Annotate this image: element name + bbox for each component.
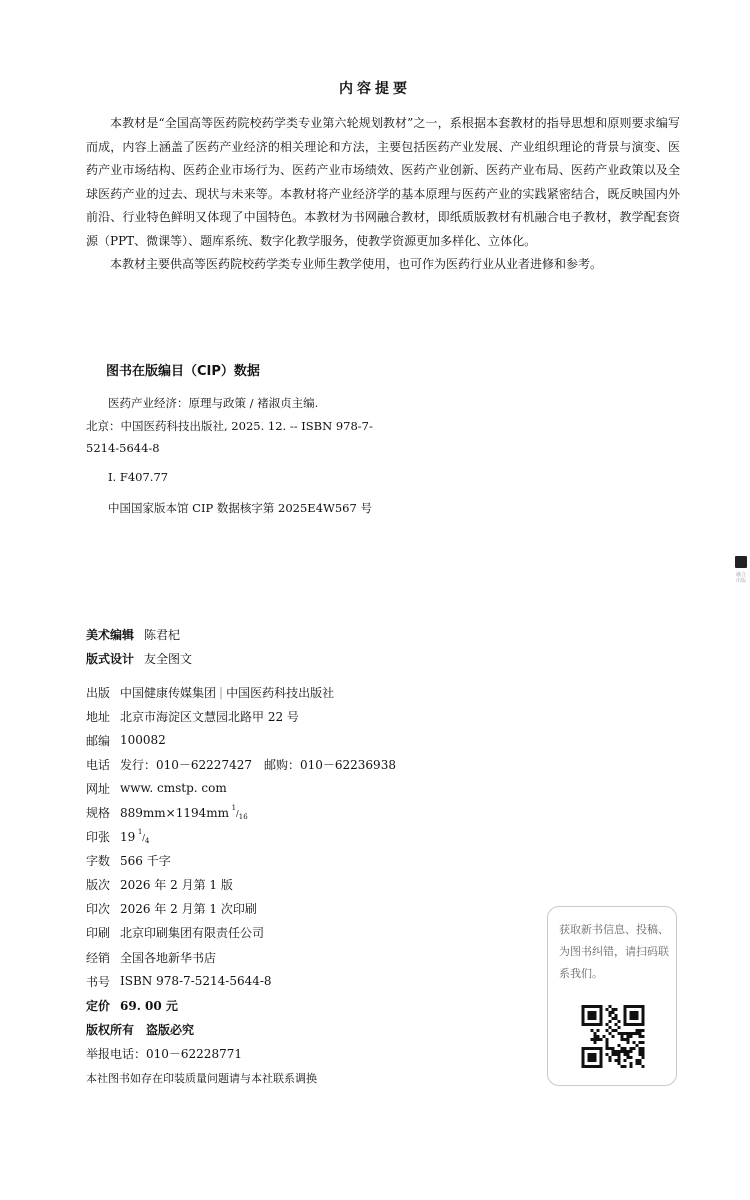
imprint-info bbox=[86, 680, 396, 1090]
distributor-row: 经销 全国各地新华书店 bbox=[86, 950, 217, 965]
address-row: 地址 北京市海淀区文慧园北路甲 22 号 bbox=[86, 709, 299, 724]
cip-record-number: 中国国家版本馆 CIP 数据核字第 2025E4W567 号 bbox=[108, 501, 372, 515]
edition-row: 版次 2026 年 2 月第 1 版 bbox=[86, 878, 233, 893]
postcode-row: 邮编 100082 bbox=[86, 733, 166, 748]
qr-card-text: 获取新书信息、投稿、为图书纠错，请扫码联系我们。 bbox=[559, 923, 669, 980]
phone-row: 电话 发行：010－62227427 邮购：010－62236938 bbox=[86, 757, 396, 772]
publisher-row: 出版 中国健康传媒集团 | 中国医药科技出版社 bbox=[86, 685, 335, 700]
format-row: 规格 889mm×1194mm $^1/_{16}$ bbox=[86, 804, 248, 822]
cip-heading: 图书在版编目（CIP）数据 bbox=[106, 364, 260, 379]
qr-contact-card bbox=[547, 906, 677, 1086]
sheets-row: 印张 19 $^1/_4$ bbox=[86, 828, 150, 846]
divider: | bbox=[219, 685, 224, 700]
editors-credits bbox=[86, 623, 192, 671]
summary-title: 内容提要 bbox=[339, 81, 411, 97]
side-publishing-mark bbox=[734, 556, 748, 584]
summary-paragraph-2: 本教材主要供高等医药院校药学类专业师生教学使用，也可作为医药行业从业者进修和参考。 bbox=[110, 257, 603, 271]
report-phone-row: 举报电话：010－62228771 bbox=[86, 1046, 242, 1061]
quality-notice: 本社图书如存在印装质量问题请与本社联系调换 bbox=[86, 1071, 317, 1085]
printing-row: 印次 2026 年 2 月第 1 次印刷 bbox=[86, 902, 257, 917]
website-row: 网址 www. cmstp. com bbox=[86, 781, 227, 796]
art-editor-row: 美术编辑 陈君杞 bbox=[86, 628, 181, 642]
rights-row: 版权所有 盗版必究 bbox=[86, 1022, 195, 1037]
cip-line-2: 北京：中国医药科技出版社, 2025. 12. -- ISBN 978-7- bbox=[86, 418, 373, 433]
publisher-name: 中国医药科技出版社 bbox=[226, 685, 335, 700]
printer-row: 印刷 北京印刷集团有限责任公司 bbox=[86, 926, 265, 941]
qr-code-icon[interactable] bbox=[581, 998, 645, 1075]
word-count-row: 字数 566 千字 bbox=[86, 854, 171, 869]
cip-line-1: 医药产业经济：原理与政策 / 褚淑贞主编. bbox=[108, 396, 319, 410]
cip-classification: Ⅰ. F407.77 bbox=[108, 470, 169, 484]
summary-body bbox=[86, 112, 680, 277]
isbn-row: 书号 ISBN 978-7-5214-5644-8 bbox=[86, 974, 272, 989]
price-row: 定价 69. 00 元 bbox=[86, 998, 178, 1013]
publisher-group: 中国健康传媒集团 bbox=[120, 685, 217, 700]
cip-entry bbox=[86, 392, 386, 460]
sheets-fraction: $^1/_4$ bbox=[137, 828, 150, 846]
format-fraction: $^1/_{16}$ bbox=[231, 804, 248, 822]
publishing-mark-icon bbox=[735, 556, 747, 568]
summary-paragraph-1: 本教材是“全国高等医药院校药学类专业第六轮规划教材”之一，系根据本套教材的指导思想和原则要求编写而成，内容上涵盖了医药产业经济的相关理论和方法，主要包括医药产业发展、产业组织理论的背景与演变、医药产业市场结构、医药企业市场行为、医药产业市场绩效、医药产业创新、医药产业布局、医药产业政策以及全球医药产业的过去、现状与未来等。本教材将产业经济学的基本原理与医药产业的实践紧密结合，既反映国内外前沿、行业特色鲜明又体现了中国特色。本教材为书网融合教材，即纸质版教材有机融合电子教材，教学配套资源（PPT、微课等）、题库系统、数字化教学服务，使教学资源更加多样化、立体化。 bbox=[86, 116, 680, 248]
side-mark-text: 融合 出版 bbox=[735, 572, 746, 584]
cip-line-3: 5214-5644-8 bbox=[86, 441, 160, 455]
layout-design-row: 版式设计 友全图文 bbox=[86, 652, 193, 666]
